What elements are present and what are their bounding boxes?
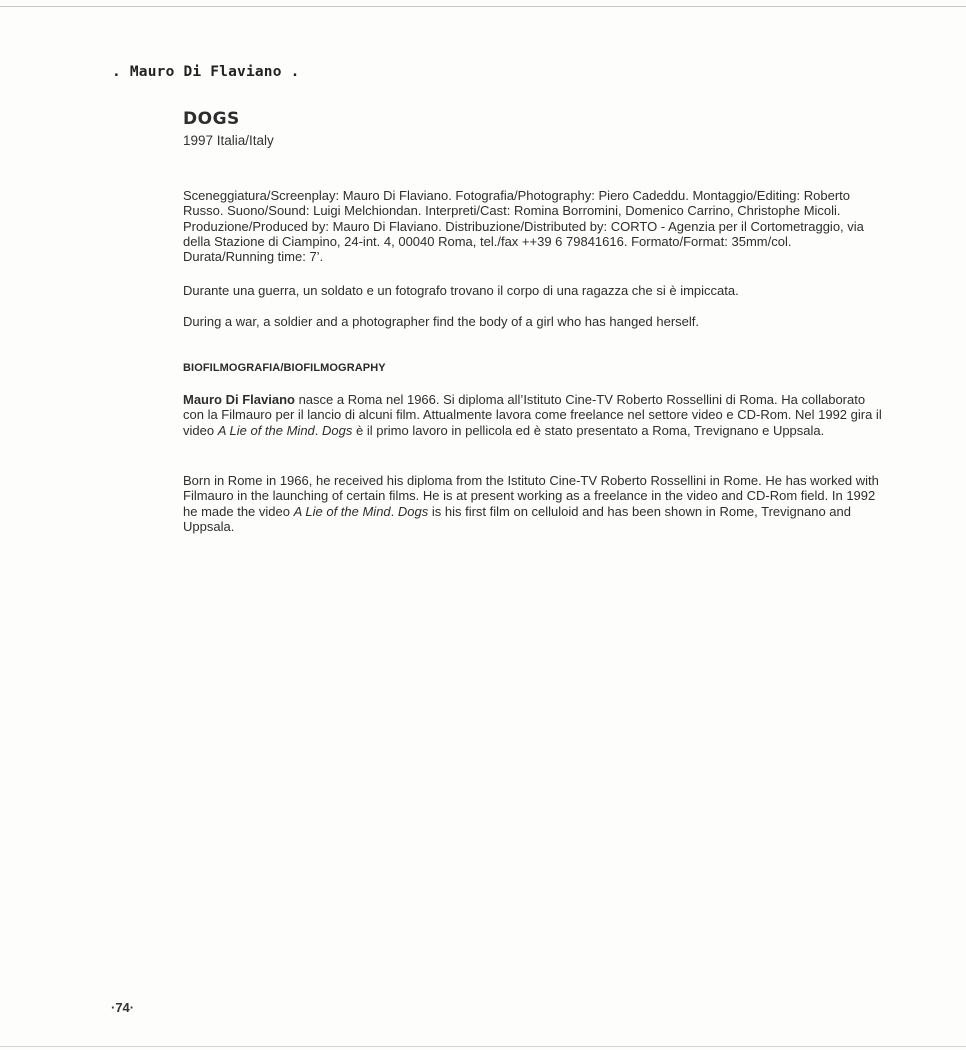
film-year-country: 1997 Italia/Italy xyxy=(183,133,274,148)
biography-italian-text-1: nasce a Roma nel 1966. Si diploma all’Istituto Cine-TV Roberto Rossellini di Roma. Ha collaborato con la Filmauro per il lancio di alcuni film. Attualmente lavora come freelance nel settore video e CD-Rom. Nel 1992 gira il video xyxy=(183,392,882,438)
film-title-italic: Dogs xyxy=(397,503,429,519)
page-number: ·74· xyxy=(111,1000,135,1015)
biography-english-text-3: is his first film on celluloid and has been shown in Rome, Trevignano and Uppsala. xyxy=(183,503,851,534)
film-title-italic: A Lie of the Mind xyxy=(293,503,391,519)
biography-english xyxy=(183,473,883,534)
film-title-italic: Dogs xyxy=(322,422,353,438)
credits-paragraph: Sceneggiatura/Screenplay: Mauro Di Flaviano. Fotografia/Photography: Piero Cadeddu. Montaggio/Editing: Roberto Russo. Suono/Sound: Luigi Melchiondan. Interpreti/Cast: Romina Borromini, Domenico Carrino, Christophe Micoli. Produzione/Produced by: Mauro Di Flaviano. Distribuzione/Distributed by: CORTO - Agenzia per il Cortometraggio, via della Stazione di Ciampino, 24-int. 4, 00040 Roma, tel./fax ++39 6 79841616. Formato/Format: 35mm/col. Durata/Running time: 7’. xyxy=(183,188,864,265)
biography-italian xyxy=(183,392,883,438)
author-header: . Mauro Di Flaviano . xyxy=(112,64,300,80)
biography-italian-text-3: è il primo lavoro in pellicola ed è stato presentato a Roma, Trevignano e Uppsala. xyxy=(352,422,825,438)
biography-english-text-1: Born in Rome in 1966, he received his diploma from the Istituto Cine-TV Roberto Rossellini in Rome. He has worked with Filmauro in the launching of certain films. He is at present working as a freelance in the video and CD-Rom field. In 1992 he made the video xyxy=(183,473,879,519)
synopsis-english: During a war, a soldier and a photographer find the body of a girl who has hanged herself. xyxy=(183,314,700,329)
synopsis-italian: Durante una guerra, un soldato e un fotografo trovano il corpo di una ragazza che si è impiccata. xyxy=(183,283,739,298)
biofilmography-heading: BIOFILMOGRAFIA/BIOFILMOGRAPHY xyxy=(183,362,386,374)
biography-italian-text-2: . xyxy=(314,422,323,438)
biography-english-text-2: . xyxy=(390,503,398,519)
film-title: DOGS xyxy=(183,109,240,129)
director-name: Mauro Di Flaviano xyxy=(183,392,295,407)
page-bottom-edge xyxy=(0,1046,966,1047)
page-top-edge xyxy=(0,6,966,7)
film-title-italic: A Lie of the Mind xyxy=(217,422,315,438)
